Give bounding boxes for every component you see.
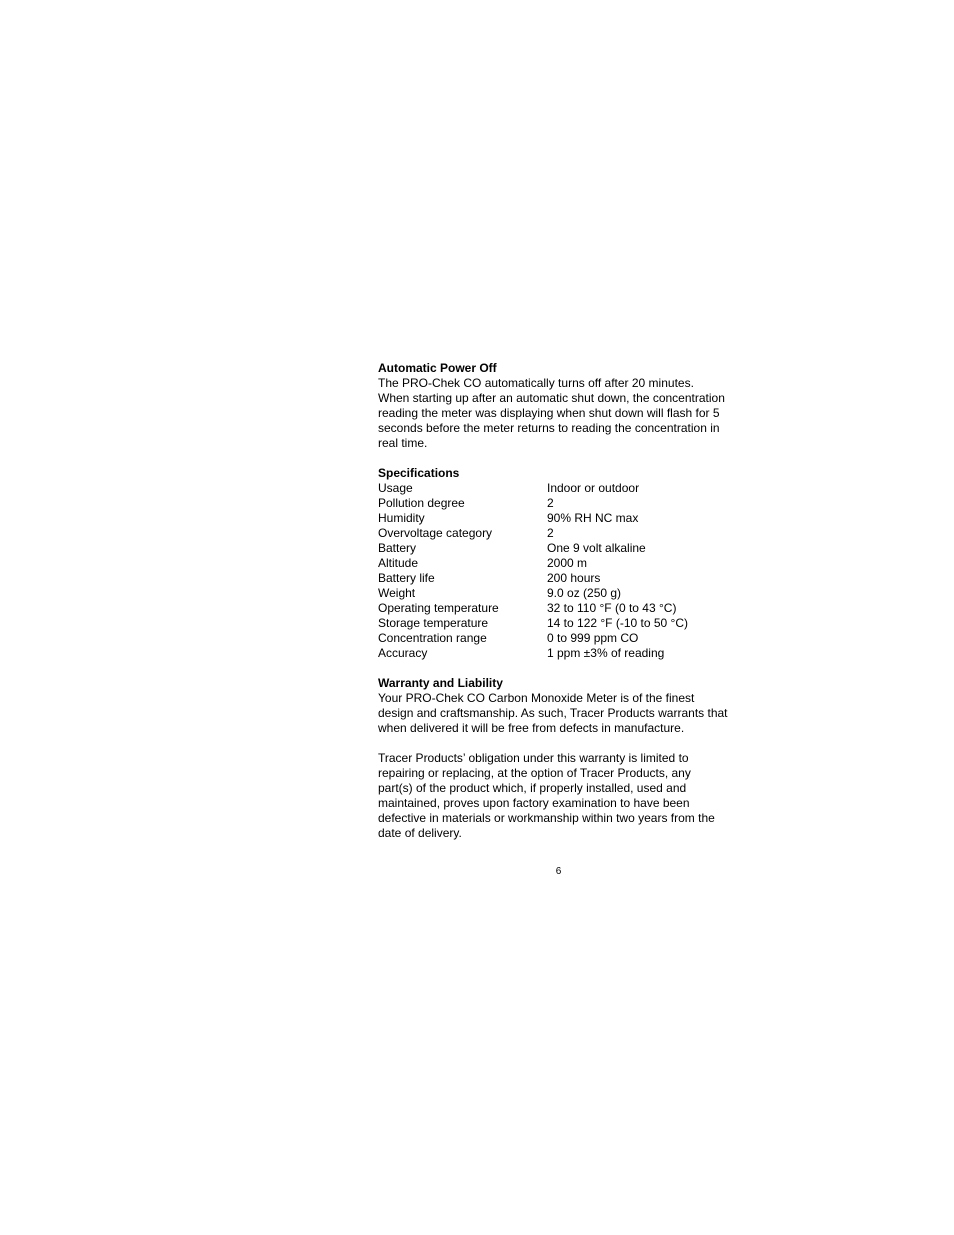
warranty-paragraph-2 bbox=[378, 751, 750, 841]
specifications-table bbox=[378, 481, 750, 661]
spec-row bbox=[378, 556, 750, 571]
spec-value: 32 to 110 °F (0 to 43 °C) bbox=[547, 601, 677, 615]
spec-label: Weight bbox=[378, 586, 416, 600]
spec-label: Concentration range bbox=[378, 631, 487, 645]
warranty-line: defective in materials or workmanship within two years from the bbox=[378, 811, 715, 825]
warranty-paragraph-1 bbox=[378, 691, 750, 736]
spec-row bbox=[378, 646, 750, 661]
spec-value: One 9 volt alkaline bbox=[547, 541, 646, 555]
spec-row bbox=[378, 481, 750, 496]
warranty-line: Tracer Products’ obligation under this warranty is limited to bbox=[378, 751, 689, 765]
spec-row bbox=[378, 496, 750, 511]
spec-row bbox=[378, 616, 750, 631]
power-off-line: When starting up after an automatic shut down, the concentration bbox=[378, 391, 725, 405]
spec-label: Humidity bbox=[378, 511, 425, 525]
spec-value: Indoor or outdoor bbox=[547, 481, 640, 495]
spec-label: Accuracy bbox=[378, 646, 428, 660]
page-number: 6 bbox=[555, 866, 562, 877]
spec-label: Battery bbox=[378, 541, 417, 555]
section-spacer bbox=[378, 661, 750, 676]
warranty-heading: Warranty and Liability bbox=[378, 676, 503, 690]
warranty-line: date of delivery. bbox=[378, 826, 462, 840]
spec-label: Storage temperature bbox=[378, 616, 489, 630]
power-off-section bbox=[378, 361, 750, 451]
page-content bbox=[378, 361, 750, 841]
spec-value: 90% RH NC max bbox=[547, 511, 639, 525]
power-off-line: real time. bbox=[378, 436, 428, 450]
spec-label: Altitude bbox=[378, 556, 419, 570]
spec-row bbox=[378, 631, 750, 646]
power-off-paragraph bbox=[378, 376, 750, 451]
spec-value: 0 to 999 ppm CO bbox=[547, 631, 639, 645]
spec-value: 200 hours bbox=[547, 571, 601, 585]
spec-label: Operating temperature bbox=[378, 601, 499, 615]
warranty-line: maintained, proves upon factory examination to have been bbox=[378, 796, 690, 810]
spec-value: 2 bbox=[547, 496, 554, 510]
spec-row bbox=[378, 601, 750, 616]
spec-row bbox=[378, 526, 750, 541]
warranty-line: Your PRO-Chek CO Carbon Monoxide Meter is of the finest bbox=[378, 691, 695, 705]
spec-row bbox=[378, 586, 750, 601]
spec-row bbox=[378, 541, 750, 556]
section-spacer bbox=[378, 451, 750, 466]
warranty-line: design and craftsmanship. As such, Tracer Products warrants that bbox=[378, 706, 728, 720]
warranty-line: repairing or replacing, at the option of Tracer Products, any bbox=[378, 766, 691, 780]
spec-row bbox=[378, 511, 750, 526]
spec-label: Usage bbox=[378, 481, 413, 495]
paragraph-spacer bbox=[378, 736, 750, 751]
power-off-heading: Automatic Power Off bbox=[378, 361, 497, 375]
spec-label: Overvoltage category bbox=[378, 526, 493, 540]
spec-value: 9.0 oz (250 g) bbox=[547, 586, 622, 600]
power-off-line: reading the meter was displaying when shut down will flash for 5 bbox=[378, 406, 720, 420]
specifications-heading: Specifications bbox=[378, 466, 460, 480]
warranty-line: when delivered it will be free from defects in manufacture. bbox=[378, 721, 685, 735]
spec-value: 2 bbox=[547, 526, 554, 540]
power-off-line: seconds before the meter returns to reading the concentration in bbox=[378, 421, 720, 435]
spec-value: 2000 m bbox=[547, 556, 588, 570]
power-off-line: The PRO-Chek CO automatically turns off after 20 minutes. bbox=[378, 376, 694, 390]
warranty-line: part(s) of the product which, if properly installed, used and bbox=[378, 781, 687, 795]
spec-label: Battery life bbox=[378, 571, 435, 585]
spec-label: Pollution degree bbox=[378, 496, 465, 510]
specifications-section bbox=[378, 466, 750, 661]
spec-value: 1 ppm ±3% of reading bbox=[547, 646, 665, 660]
warranty-section bbox=[378, 676, 750, 841]
spec-row bbox=[378, 571, 750, 586]
spec-value: 14 to 122 °F (-10 to 50 °C) bbox=[547, 616, 688, 630]
